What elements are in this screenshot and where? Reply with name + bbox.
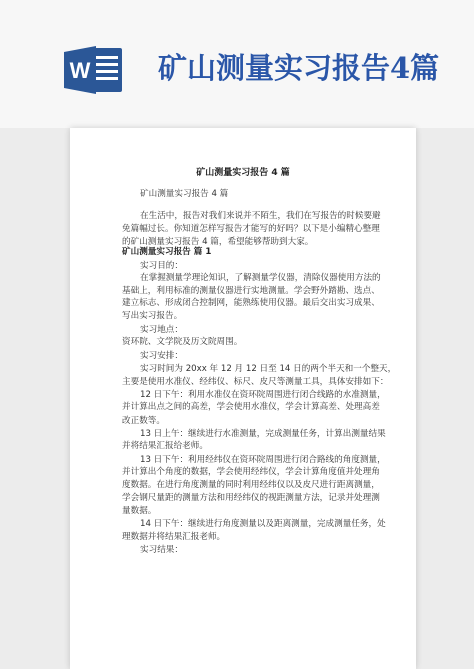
paragraph-line: 实习安排： <box>140 351 183 361</box>
paragraph-line: 实习目的： <box>140 261 183 271</box>
paragraph-line: 学会钢尺量距的测量方法和用经纬仪的视距测量方法，记录并处理测 <box>122 493 380 503</box>
paragraph-line: 在生活中，报告对我们来说并不陌生，我们在写报告的时候要避 <box>140 211 381 221</box>
document-page <box>70 128 416 669</box>
paragraph-line: 矿山测量实习报告 4 篇 <box>140 189 229 199</box>
paragraph-line: 13 日下午：利用经纬仪在资环院周围进行闭合路线的角度测量， <box>140 455 386 465</box>
paragraph-line: 并将结果汇报给老师。 <box>122 441 208 451</box>
paragraph-line: 实习时间为 20xx 年 12 月 12 日至 14 日的两个半天和一个整天， <box>140 364 397 374</box>
paragraph-line: 实习结果： <box>140 545 183 555</box>
paragraph-line: 量数据。 <box>122 506 157 516</box>
paragraph-line: 并计算出点之间的高差，学会使用水准仪，学会计算高差、处理高差 <box>122 402 380 412</box>
word-icon-letter: W <box>69 58 91 83</box>
section-heading: 矿山测量实习报告 篇 1 <box>122 247 212 257</box>
paragraph-line: 资环院、文学院及历文院周围。 <box>122 337 243 347</box>
page-header <box>0 0 474 128</box>
paragraph-line: 主要是使用水准仪、经纬仪、标尺、皮尺等测量工具，具体安排如下： <box>122 377 389 387</box>
paragraph-line: 建立标志、形成闭合控制网，能熟练使用仪器。最后交出实习成果、 <box>122 298 380 308</box>
paragraph-line: 的矿山测量实习报告 4 篇，希望能够帮助到大家。 <box>122 237 314 247</box>
paragraph-line: 12 日下午：利用水准仪在资环院周围进行闭合线路的水准测量， <box>140 390 386 400</box>
paragraph-line: 度数据。在进行角度测量的同时利用经纬仪以及皮尺进行距离测量， <box>122 480 380 490</box>
page-title: 矿山测量实习报告4篇 <box>158 51 440 85</box>
paragraph-line: 改正数等。 <box>122 416 165 426</box>
paragraph-line: 14 日下午：继续进行角度测量以及距离测量，完成测量任务，处 <box>140 519 386 529</box>
paragraph-line: 实习地点： <box>140 325 183 335</box>
document-title: 矿山测量实习报告 4 篇 <box>196 168 290 178</box>
paragraph-line: 在掌握测量学理论知识，了解测量学仪器，清除仪器使用方法的 <box>140 273 381 283</box>
paragraph-line: 并计算出个角度的数据，学会使用经纬仪，学会计算角度值并处理角 <box>122 467 380 477</box>
word-icon <box>64 44 124 96</box>
paragraph-line: 免篇幅过长。你知道怎样写报告才能写的好吗？以下是小编精心整理 <box>122 224 380 234</box>
paragraph-line: 13 日上午：继续进行水准测量，完成测量任务，计算出测量结果 <box>140 429 386 439</box>
paragraph-line: 基础上，利用标准的测量仪器进行实地测量。学会野外踏勘、选点、 <box>122 286 380 296</box>
paragraph-line: 写出实习报告。 <box>122 311 183 321</box>
paragraph-line: 理数据并将结果汇报老师。 <box>122 532 226 542</box>
